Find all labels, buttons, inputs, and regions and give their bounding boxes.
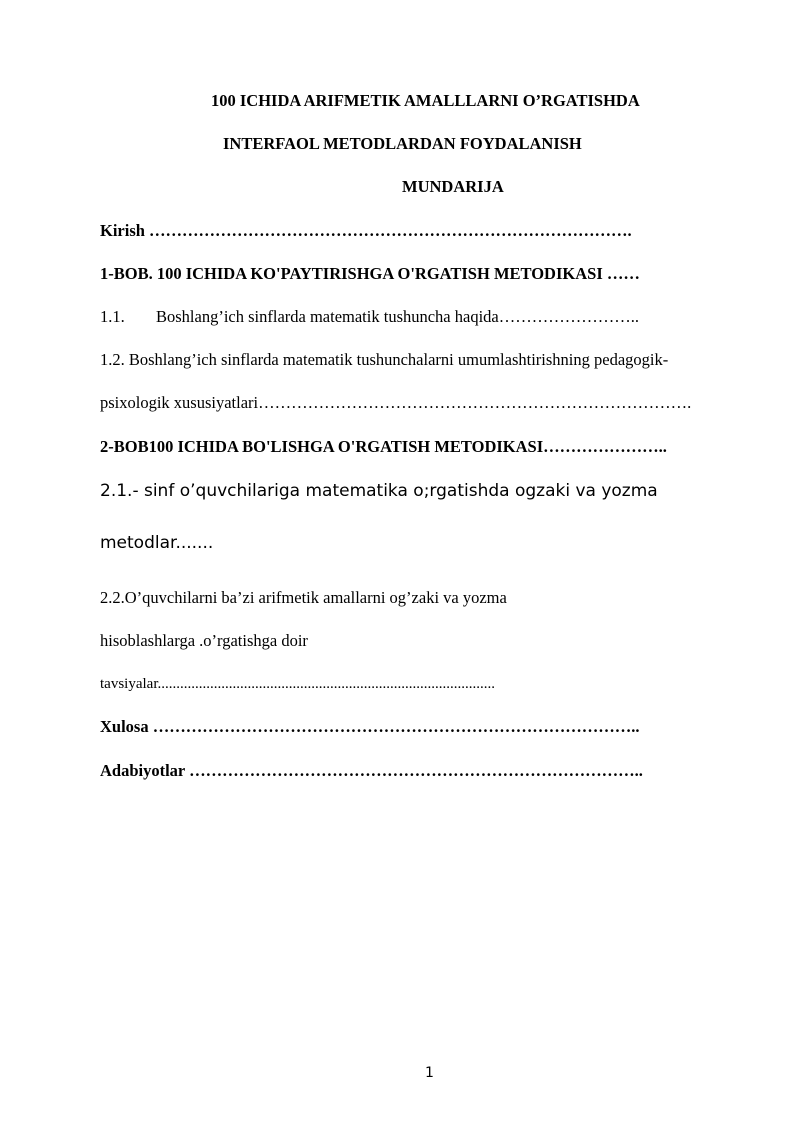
title-line-2: INTERFAOL METODLARDAN FOYDALANISH bbox=[223, 134, 582, 153]
toc-entry-section-1-2-line-2: psixologik xususiyatlari……………………………………………………………………. bbox=[100, 393, 692, 412]
page-number: 1 bbox=[425, 1065, 434, 1081]
toc-entry-conclusion: Xulosa …………………………………………………………………………….. bbox=[100, 717, 640, 736]
toc-entry-section-1-1 bbox=[100, 307, 639, 327]
toc-entry-references: Adabiyotlar ……………………………………………………………………….. bbox=[100, 761, 643, 780]
toc-entry-section-2-1-line-2: metodlar....... bbox=[100, 533, 214, 553]
section-number: 1.1. bbox=[100, 307, 125, 326]
toc-entry-section-1-2-line-1: 1.2. Boshlang’ich sinflarda matematik tushunchalarni umumlashtirishning pedagogik- bbox=[100, 350, 669, 369]
toc-entry-section-2-2-line-2: hisoblashlarga .o’rgatishga doir bbox=[100, 631, 308, 650]
contents-heading: MUNDARIJA bbox=[402, 177, 504, 196]
toc-entry-intro: Kirish ……………………………………………………………………………. bbox=[100, 221, 632, 240]
toc-entry-chapter-1: 1-BOB. 100 ICHIDA KO'PAYTIRISHGA O'RGATISH METODIKASI …… bbox=[100, 264, 640, 283]
toc-entry-section-2-1-line-1: 2.1.- sinf o’quvchilariga matematika o;rgatishda ogzaki va yozma bbox=[100, 481, 658, 501]
toc-entry-section-2-2-line-1: 2.2.O’quvchilarni ba’zi arifmetik amallarni og’zaki va yozma bbox=[100, 588, 507, 607]
toc-entry-chapter-2: 2-BOB100 ICHIDA BO'LISHGA O'RGATISH METODIKASI………………….. bbox=[100, 437, 667, 456]
section-title: Boshlang’ich sinflarda matematik tushuncha haqida…………………….. bbox=[156, 307, 639, 326]
title-line-1: 100 ICHIDA ARIFMETIK AMALLLARNI O’RGATISHDA bbox=[211, 91, 640, 110]
toc-entry-section-2-2-line-3: tavsiyalar.......................................................................................... bbox=[100, 676, 495, 692]
